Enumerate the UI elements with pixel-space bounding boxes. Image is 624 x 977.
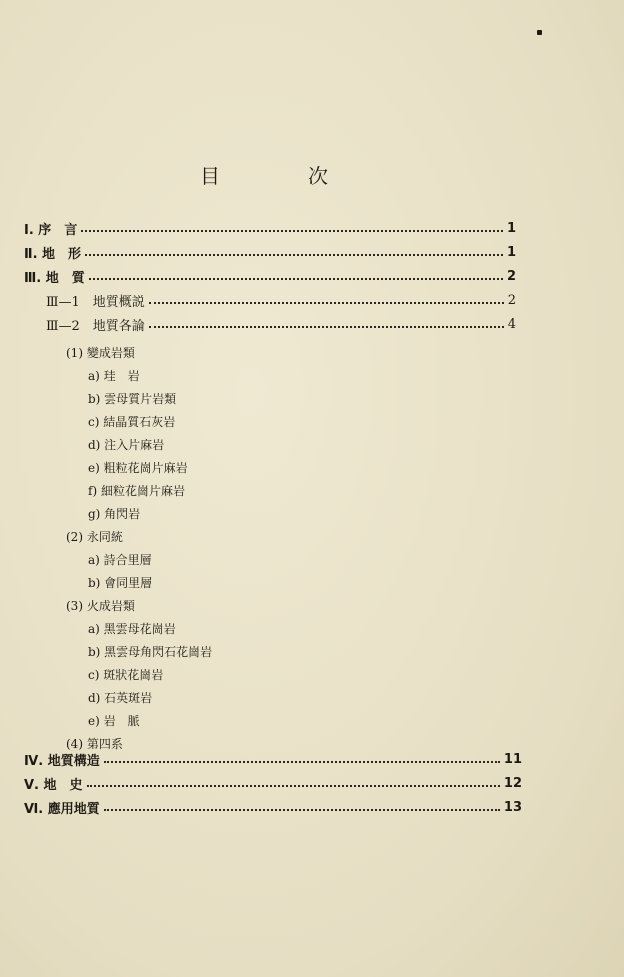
subitem: d) 注入片麻岩 [88, 438, 165, 452]
section-heading: (1) 變成岩類 [66, 346, 135, 360]
toc-entry-label: Ⅴ. 地 史 [24, 777, 83, 793]
toc-leader [149, 302, 504, 304]
subitem: g) 角閃岩 [88, 507, 141, 521]
toc-entry-page: 2 [507, 292, 516, 308]
subitem: d) 石英斑岩 [88, 691, 153, 705]
toc-entry-label: Ⅱ. 地 形 [24, 246, 82, 262]
toc-entry-page: 1 [506, 220, 516, 236]
subitem: c) 斑狀花崗岩 [88, 668, 164, 682]
subitem: e) 岩 脈 [88, 714, 140, 728]
toc-entry[interactable] [24, 265, 516, 287]
subitem: f) 細粒花崗片麻岩 [88, 484, 185, 498]
toc-entry-page: 1 [506, 244, 516, 260]
toc-leader [89, 278, 503, 280]
toc-entry-label: Ⅲ. 地 質 [24, 270, 85, 286]
toc-entry-label: Ⅲ—1 地質概説 [46, 294, 145, 310]
subitem: e) 粗粒花崗片麻岩 [88, 461, 188, 475]
toc-entry-page: 13 [503, 799, 522, 815]
toc-entry[interactable] [24, 217, 516, 239]
toc-entry[interactable] [24, 796, 522, 818]
subitem: c) 結晶質石灰岩 [88, 415, 176, 429]
toc-leader [104, 809, 500, 811]
toc-entry[interactable] [24, 772, 522, 794]
toc-leader [149, 326, 504, 328]
toc-entry-label: Ⅲ—2 地質各論 [46, 318, 145, 334]
toc-entry-label: Ⅵ. 應用地質 [24, 801, 100, 817]
subitem: a) 詩合里層 [88, 553, 152, 567]
toc-entry-page: 11 [503, 751, 522, 767]
toc-entry[interactable] [24, 748, 522, 770]
toc-leader [87, 785, 500, 787]
toc-entry-label: Ⅰ. 序 言 [24, 222, 78, 238]
title-char-1: 目 [200, 164, 222, 188]
speck-mark [537, 30, 542, 35]
title-char-2: 次 [308, 164, 330, 188]
toc-entry-page: 4 [507, 316, 516, 332]
subitem: a) 黑雲母花崗岩 [88, 622, 176, 636]
subitem: b) 黑雲母角閃石花崗岩 [88, 645, 213, 659]
subitem: a) 珪 岩 [88, 369, 140, 383]
toc-entry[interactable] [46, 289, 516, 311]
toc-leader [104, 761, 500, 763]
toc-entry-page: 12 [503, 775, 522, 791]
subitem: b) 會同里層 [88, 576, 153, 590]
toc-title [200, 160, 330, 189]
toc-leader [85, 254, 503, 256]
subitem: b) 雲母質片岩類 [88, 392, 177, 406]
toc-entry-page: 2 [506, 268, 516, 284]
toc-leader [81, 230, 503, 232]
toc-entry[interactable] [46, 313, 516, 335]
section-heading: (3) 火成岩類 [66, 599, 135, 613]
toc-entry-label: Ⅳ. 地質構造 [24, 753, 100, 769]
toc-entry[interactable] [24, 241, 516, 263]
section-heading: (4) 第四系 [66, 737, 123, 751]
section-heading: (2) 永同統 [66, 530, 123, 544]
